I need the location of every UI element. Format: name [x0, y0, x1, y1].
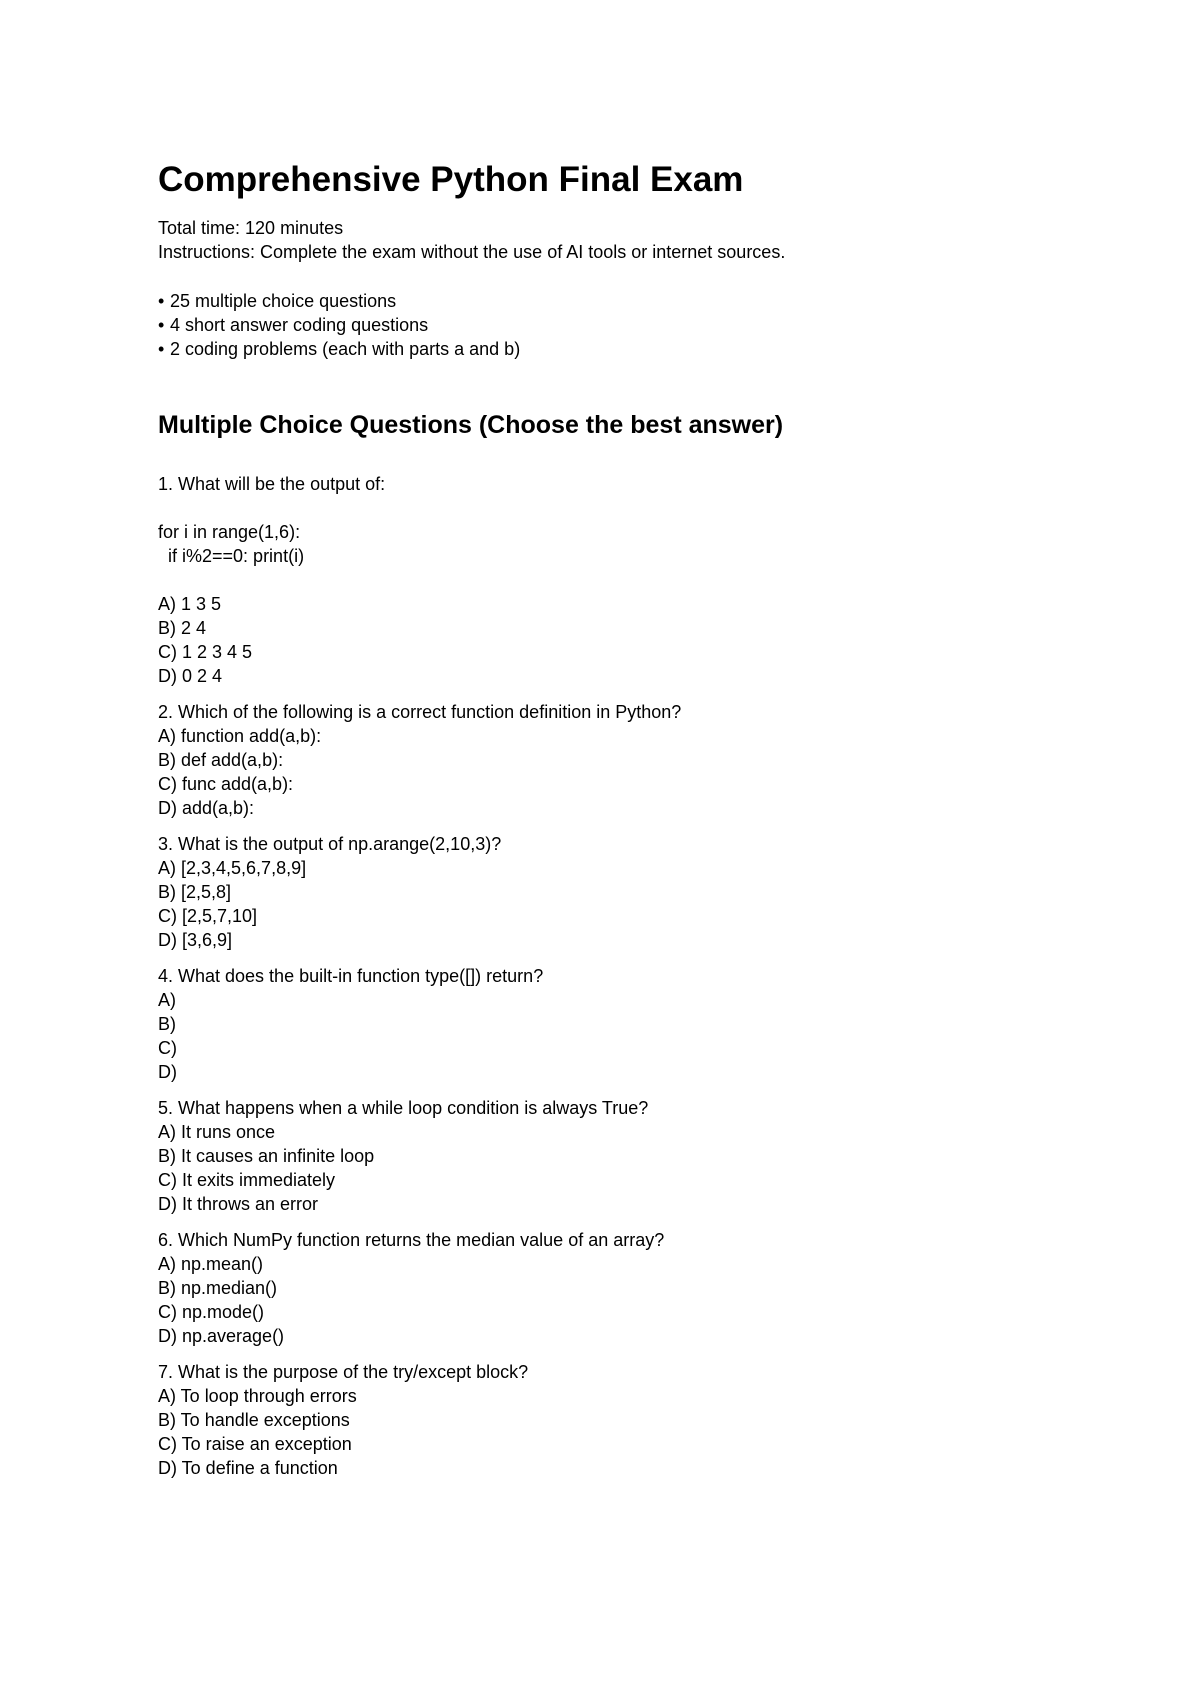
list-item: • 25 multiple choice questions — [158, 291, 397, 311]
question-text: 7. What is the purpose of the try/except block? — [158, 1362, 529, 1382]
exam-structure-list — [158, 289, 520, 361]
question-text: 6. Which NumPy function returns the median value of an array? — [158, 1230, 665, 1250]
answer-option: C) It exits immediately — [158, 1170, 336, 1190]
list-item: • 2 coding problems (each with parts a and b) — [158, 339, 521, 359]
code-line: if i%2==0: print(i) — [158, 546, 305, 566]
answer-option: B) — [158, 1014, 176, 1034]
bullet-icon: • — [158, 291, 165, 311]
question-list — [158, 700, 681, 1492]
list-item: • 4 short answer coding questions — [158, 315, 429, 335]
answer-option: B) [2,5,8] — [158, 882, 232, 902]
question-text: 1. What will be the output of: — [158, 474, 386, 494]
question-7 — [158, 1360, 681, 1480]
answer-option: C) [2,5,7,10] — [158, 906, 258, 926]
total-time: Total time: 120 minutes — [158, 218, 344, 238]
page-title: Comprehensive Python Final Exam — [158, 160, 744, 199]
answer-option: C) func add(a,b): — [158, 774, 294, 794]
code-snippet — [158, 520, 385, 568]
answer-option: D) np.average() — [158, 1326, 285, 1346]
bullet-icon: • — [158, 315, 165, 335]
answer-option: D) 0 2 4 — [158, 666, 223, 686]
question-text: 3. What is the output of np.arange(2,10,3)? — [158, 834, 502, 854]
section-heading: Multiple Choice Questions (Choose the best answer) — [158, 411, 784, 439]
answer-option: B) It causes an infinite loop — [158, 1146, 375, 1166]
answer-option: A) 1 3 5 — [158, 594, 222, 614]
answer-option: D) — [158, 1062, 177, 1082]
question-3 — [158, 832, 681, 952]
question-text: 5. What happens when a while loop condition is always True? — [158, 1098, 649, 1118]
question-text: 4. What does the built-in function type([]) return? — [158, 966, 544, 986]
question-2 — [158, 700, 681, 820]
answer-option: D) add(a,b): — [158, 798, 255, 818]
answer-option: A) np.mean() — [158, 1254, 264, 1274]
answer-option: A) It runs once — [158, 1122, 276, 1142]
answer-option: A) To loop through errors — [158, 1386, 357, 1406]
bullet-icon: • — [158, 339, 165, 359]
question-4 — [158, 964, 681, 1084]
answer-option: D) [3,6,9] — [158, 930, 233, 950]
answer-option: A) [2,3,4,5,6,7,8,9] — [158, 858, 307, 878]
question-text: 2. Which of the following is a correct function definition in Python? — [158, 702, 682, 722]
exam-meta — [158, 216, 785, 264]
answer-option: B) To handle exceptions — [158, 1410, 350, 1430]
answer-option: B) def add(a,b): — [158, 750, 284, 770]
question-6 — [158, 1228, 681, 1348]
instructions: Instructions: Complete the exam without the use of AI tools or internet sources. — [158, 242, 786, 262]
answer-option: B) np.median() — [158, 1278, 278, 1298]
answer-option: C) np.mode() — [158, 1302, 265, 1322]
answer-option: B) 2 4 — [158, 618, 207, 638]
answer-option: A) — [158, 990, 176, 1010]
question-1 — [158, 472, 385, 688]
question-5 — [158, 1096, 681, 1216]
answer-option: C) — [158, 1038, 177, 1058]
answer-option: D) It throws an error — [158, 1194, 319, 1214]
code-line: for i in range(1,6): — [158, 522, 301, 542]
answer-option: C) To raise an exception — [158, 1434, 352, 1454]
answer-option: C) 1 2 3 4 5 — [158, 642, 253, 662]
answer-option: D) To define a function — [158, 1458, 338, 1478]
answer-option: A) function add(a,b): — [158, 726, 322, 746]
